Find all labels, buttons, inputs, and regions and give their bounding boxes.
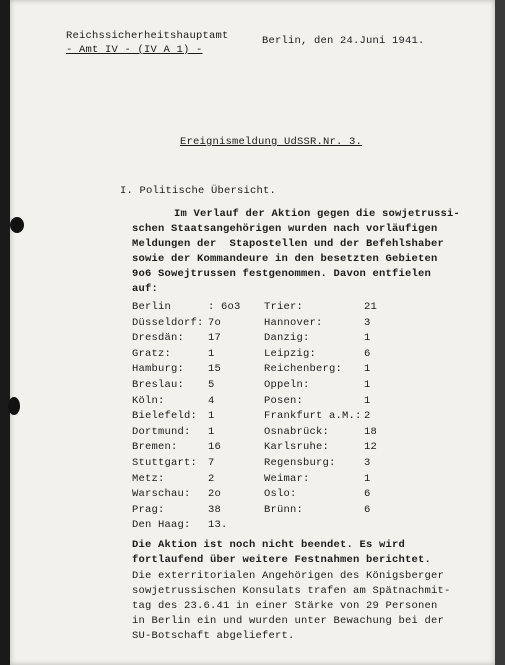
table-count: 1 <box>208 347 215 360</box>
table-city: Bielefeld: <box>132 410 198 423</box>
table-city: Regensburg: <box>264 457 336 469</box>
table-count: 17 <box>208 332 222 345</box>
table-city: Frankfurt a.M.: <box>264 410 362 423</box>
intro-line: auf: <box>132 283 159 295</box>
table-count: 2 <box>364 410 371 423</box>
table-city: Dortmund: <box>132 425 191 438</box>
table-count: 1 <box>364 394 371 407</box>
table-city: Karlsruhe: <box>264 441 330 454</box>
closing-line: Die exterritorialen Angehörigen des Königsberger <box>132 570 445 582</box>
table-count: 1 <box>364 472 371 485</box>
table-count: 2 <box>208 472 215 485</box>
table-city: Hannover: <box>264 316 323 329</box>
table-count: 18 <box>364 425 378 438</box>
header-place-date: Berlin, den 24.Juni 1941. <box>262 35 425 47</box>
table-city: Osnabrück: <box>264 425 330 438</box>
table-count: 6 <box>364 503 371 516</box>
table-city: Leipzig: <box>264 347 317 360</box>
table-count: 15 <box>208 363 222 376</box>
table-count: 5 <box>208 379 215 391</box>
intro-line: schen Staatsangehörigen wurden nach vorläufigen <box>132 223 438 235</box>
table-count: 13. <box>208 519 228 532</box>
intro-line: sowie der Kommandeure in den besetzten Gebieten <box>132 253 438 265</box>
closing-line: sowjetrussischen Konsulats trafen am Spätnachmit- <box>132 585 451 597</box>
table-city: Stuttgart: <box>132 457 198 469</box>
table-city: Metz: <box>132 472 165 485</box>
table-city: Warschau: <box>132 488 191 501</box>
table-count: 4 <box>208 394 215 407</box>
table-city: Prag: <box>132 503 165 516</box>
closing-line: tag des 23.6.41 in einer Stärke von 29 Personen <box>132 600 438 612</box>
scan-border-right <box>495 0 505 665</box>
table-count: 1 <box>208 410 215 423</box>
table-city: Düsseldorf: <box>132 316 204 329</box>
table-city: Den Haag: <box>132 519 191 532</box>
intro-line: Meldungen der Stapostellen und der Befehlshaber <box>132 238 445 250</box>
table-city: Oppeln: <box>264 379 310 391</box>
table-count: : 6o3 <box>208 301 241 313</box>
closing-line: Die Aktion ist noch nicht beendet. Es wird <box>132 539 406 551</box>
punch-hole-top <box>10 217 24 233</box>
table-count: 2o <box>208 488 222 501</box>
table-city: Berlin <box>132 301 172 313</box>
table-city: Oslo: <box>264 488 297 501</box>
table-count: 38 <box>208 503 222 516</box>
section-heading: I. Politische Übersicht. <box>120 185 277 197</box>
table-city: Brünn: <box>264 503 304 516</box>
table-city: Weimar: <box>264 472 310 485</box>
table-count: 3 <box>364 316 371 329</box>
table-city: Dresdän: <box>132 332 185 345</box>
document-title: Ereignismeldung UdSSR.Nr. 3. <box>180 136 363 148</box>
table-count: 1 <box>364 379 371 391</box>
table-city: Posen: <box>264 394 304 407</box>
closing-line: SU-Botschaft abgeliefert. <box>132 630 295 642</box>
document-page <box>10 0 495 665</box>
scan-border-left <box>0 0 10 665</box>
table-count: 21 <box>364 301 378 313</box>
closing-line: fortlaufend über weitere Festnahmen berichtet. <box>132 554 432 566</box>
table-city: Danzig: <box>264 332 310 345</box>
table-count: 6 <box>364 347 371 360</box>
table-count: 1 <box>208 425 215 438</box>
table-city: Gratz: <box>132 347 172 360</box>
table-count: 3 <box>364 457 371 469</box>
closing-line: in Berlin ein und wurden unter Bewachung bei der <box>132 615 445 627</box>
table-city: Köln: <box>132 394 165 407</box>
table-count: 7 <box>208 457 215 469</box>
header-office: Reichssicherheitshauptamt <box>66 30 229 42</box>
intro-line: Im Verlauf der Aktion gegen die sowjetrussi- <box>174 208 461 220</box>
intro-line: 9o6 Sowejtrussen festgenommen. Davon entfielen <box>132 268 432 280</box>
table-city: Bremen: <box>132 441 178 454</box>
table-city: Trier: <box>264 301 304 313</box>
table-count: 7o <box>208 316 222 329</box>
table-count: 1 <box>364 363 371 376</box>
table-city: Reichenberg: <box>264 363 343 376</box>
table-city: Hamburg: <box>132 363 185 376</box>
header-department: - Amt IV - (IV A 1) - <box>66 44 203 56</box>
table-count: 1 <box>364 332 371 345</box>
table-count: 16 <box>208 441 222 454</box>
punch-hole-bottom <box>8 397 20 415</box>
table-city: Breslau: <box>132 379 185 391</box>
table-count: 12 <box>364 441 378 454</box>
table-count: 6 <box>364 488 371 501</box>
